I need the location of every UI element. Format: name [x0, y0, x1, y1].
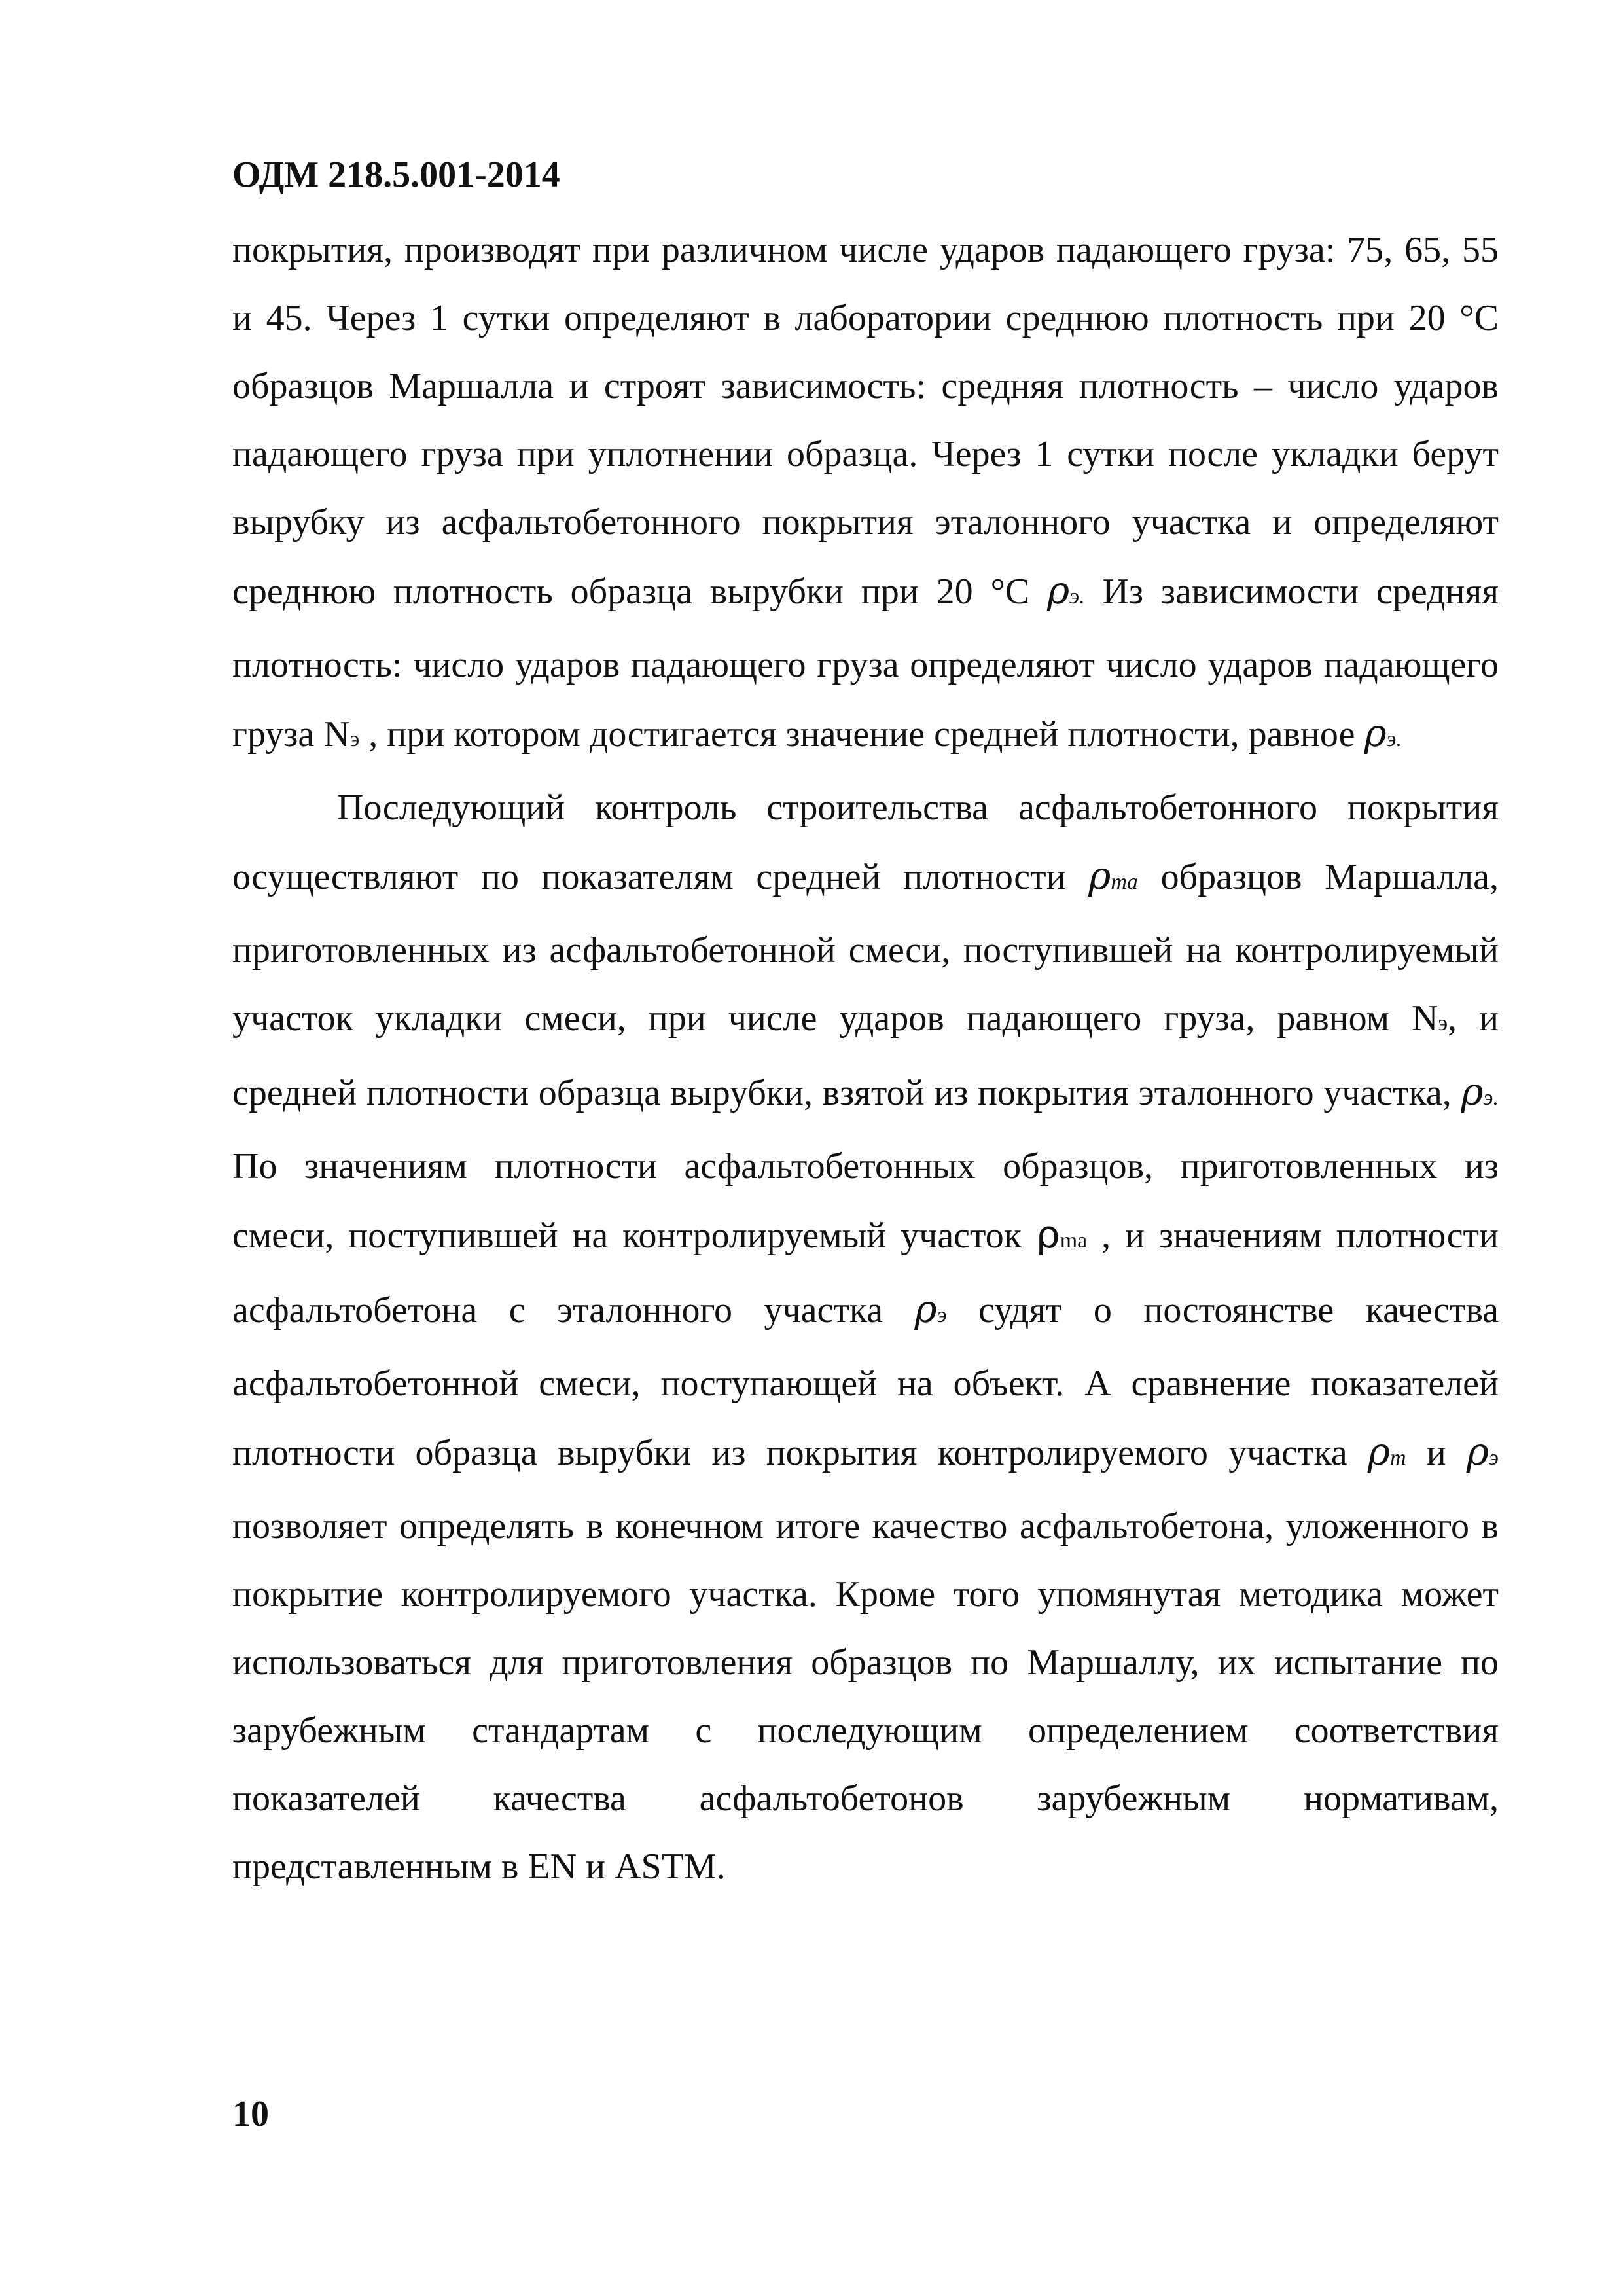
text-run: , и средней плотности образца вырубки, взятой из покрытия эталонного участка,: [232, 998, 1499, 1113]
text-run: покрытия, производят при различном числе ударов падающего груза: 75, 65, 55 и 45. Через 1 сутки определяют в лаборатории среднюю плотность при 20 °С образцов Маршалла и строят зависимость: средняя плотность – число ударов падающего груза при уплотнении образца. Через 1 сутки после укладки берут вырубку из асфальтобетонного покрытия эталонного участка и определяют среднюю плотность образца вырубки при 20 °С: [232, 230, 1499, 612]
rho-symbol: ρ: [1088, 853, 1111, 898]
rho-symbol: ρ: [1047, 568, 1070, 613]
text-run: Последующий контроль строительства асфальтобетонного покрытия осуществляют по показателям средней плотности: [232, 787, 1499, 897]
text-run: Из зависимости средняя плотность: число ударов падающего груза определяют число ударов падающего груза N: [232, 571, 1499, 755]
rho-subscript: ma: [1060, 1229, 1088, 1253]
rho-subscript: э.: [1069, 584, 1085, 609]
rho-symbol: ρ: [1035, 1212, 1060, 1257]
rho-symbol: ρ: [914, 1287, 937, 1331]
text-run: По значениям плотности асфальтобетонных образцов, приготовленных из смеси, поступившей на контролируемый участок: [232, 1146, 1499, 1256]
text-run: судят о постоянстве качества асфальтобетонной смеси, поступающей на объект. А сравнение показателей плотности образца вырубки из покрытия контролируемого участка: [232, 1290, 1499, 1473]
rho-symbol: ρ: [1466, 1429, 1489, 1474]
text-run: позволяет определять в конечном итоге качество асфальтобетона, уложенного в покрытие контролируемого участка. Кроме того упомянутая методика может использоваться для приготовления образцов по Маршаллу, их испытание по зарубежным стандартам с последующим определением соответствия показателей качества асфальтобетонов зарубежным нормативам, представленным в EN и ASTM.: [232, 1506, 1499, 1887]
text-run: , при котором достигается значение средней плотности, равное: [359, 714, 1364, 755]
rho-subscript: m: [1389, 1446, 1406, 1470]
rho-symbol: ρ: [1367, 1429, 1390, 1474]
rho-subscript: э: [1489, 1446, 1499, 1470]
rho-subscript: э: [936, 1303, 947, 1327]
text-run: , и значениям плотности асфальтобетона с эталонного участка: [232, 1215, 1499, 1331]
rho-subscript: э.: [1483, 1086, 1499, 1110]
rho-subscript: э.: [1386, 727, 1402, 751]
rho-subscript: ma: [1111, 870, 1138, 894]
document-code-header: ОДМ 218.5.001-2014: [232, 154, 560, 195]
n-subscript: э: [1438, 1011, 1448, 1035]
document-body: [232, 216, 1499, 1901]
paragraph-1: [232, 216, 1499, 774]
n-subscript: э: [349, 727, 360, 751]
page-number: 10: [232, 2094, 269, 2134]
text-run: образцов Маршалла, приготовленных из асфальтобетонной смеси, поступившей на контролируемый участок укладки смеси, при числе ударов падающего груза, равном N: [232, 857, 1499, 1039]
paragraph-2: [232, 774, 1499, 1901]
rho-symbol: ρ: [1364, 711, 1387, 755]
text-run: и: [1406, 1433, 1467, 1473]
rho-symbol: ρ: [1461, 1069, 1484, 1114]
